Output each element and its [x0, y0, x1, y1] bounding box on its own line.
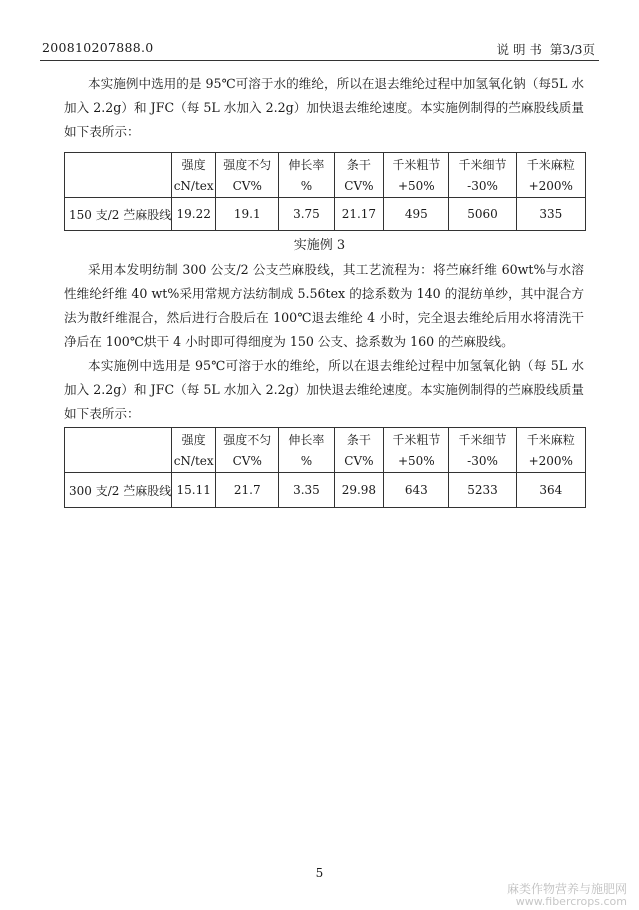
header-cell: 千米粗节 — [384, 428, 449, 451]
paragraph-2: 采用本发明纺制 300 公支/2 公支苎麻股线，其工艺流程为：将苎麻纤维 60wt%与水溶性维纶纤维 40 wt%采用常规方法纺制成 5.56tex 的捻系数为 140 的混纺单纱，其中混合方法为散纤维混合，然后进行合股后在 100℃退去维纶 4 小时，完全退去维纶后用水将清洗干净后在 100℃烘干 4 小时即可得细度为 150 公支、捻系数为 160 的苎麻股线。 — [64, 262, 584, 349]
quality-table-2 — [64, 427, 586, 508]
unit-cell: cN/tex — [172, 175, 216, 198]
unit-cell: CV% — [334, 450, 384, 473]
value-cell: 495 — [384, 198, 449, 231]
row-label: 300 支/2 苎麻股线 — [65, 473, 172, 508]
header-cell: 强度不匀 — [216, 153, 279, 176]
unit-cell: -30% — [449, 450, 516, 473]
value-cell: 19.1 — [216, 198, 279, 231]
header-cell: 条干 — [334, 153, 384, 176]
paragraph-3: 本实施例中选用是 95℃可溶于水的维纶，所以在退去维纶过程中加氢氧化钠（每 5L 水加入 2.2g）和 JFC（每 5L 水加入 2.2g）加快退去维纶速度。本实施例制得的苎麻股线质量如下表所示： — [64, 358, 584, 421]
unit-cell: +200% — [516, 450, 585, 473]
unit-cell: +50% — [384, 175, 449, 198]
header-divider — [40, 60, 599, 61]
value-cell: 19.22 — [172, 198, 216, 231]
header-cell: 伸长率 — [279, 428, 334, 451]
row-label: 150 支/2 苎麻股线 — [65, 198, 172, 231]
unit-cell: % — [279, 450, 334, 473]
header-cell: 千米麻粒 — [516, 428, 585, 451]
table-header-row-top — [65, 153, 586, 176]
unit-cell: cN/tex — [172, 450, 216, 473]
header-blank-cell — [65, 450, 172, 473]
header-cell: 强度不匀 — [216, 428, 279, 451]
table-row — [65, 198, 586, 231]
page-number: 5 — [315, 866, 324, 880]
value-cell: 3.35 — [279, 473, 334, 508]
value-cell: 5060 — [449, 198, 516, 231]
document-number: 200810207888.0 — [42, 40, 154, 55]
header-blank-cell — [65, 153, 172, 176]
header-cell: 强度 — [172, 153, 216, 176]
header-blank-cell — [65, 428, 172, 451]
header-cell: 强度 — [172, 428, 216, 451]
table-row — [65, 473, 586, 508]
unit-cell: CV% — [216, 175, 279, 198]
unit-cell: -30% — [449, 175, 516, 198]
header-cell: 千米粗节 — [384, 153, 449, 176]
unit-cell: % — [279, 175, 334, 198]
header-cell: 伸长率 — [279, 153, 334, 176]
paragraph-1: 本实施例中选用的是 95℃可溶于水的维纶，所以在退去维纶过程中加氢氧化钠（每5L 水加入 2.2g）和 JFC（每 5L 水加入 2.2g）加快退去维纶速度。本实施例制得的苎麻股线质量如下表所示： — [64, 76, 584, 139]
document-type: 说 明 书 — [496, 42, 542, 57]
table-header-row-bottom — [65, 450, 586, 473]
page-label: 第3/3页 — [549, 42, 595, 57]
value-cell: 3.75 — [279, 198, 334, 231]
watermark-text: 麻类作物营养与施肥网 — [506, 882, 627, 896]
watermark-url: www.fibercrops.com — [515, 895, 627, 908]
header-cell: 千米细节 — [449, 153, 516, 176]
header-cell: 千米细节 — [449, 428, 516, 451]
header-right — [496, 40, 595, 58]
unit-cell: CV% — [216, 450, 279, 473]
table-header-row-top — [65, 428, 586, 451]
quality-table-1 — [64, 152, 586, 231]
header-cell: 条干 — [334, 428, 384, 451]
table-header-row-bottom — [65, 175, 586, 198]
example-title: 实施例 3 — [293, 238, 346, 253]
value-cell: 21.7 — [216, 473, 279, 508]
unit-cell: +50% — [384, 450, 449, 473]
unit-cell: CV% — [334, 175, 384, 198]
unit-cell: +200% — [516, 175, 585, 198]
value-cell: 643 — [384, 473, 449, 508]
value-cell: 29.98 — [334, 473, 384, 508]
value-cell: 335 — [516, 198, 585, 231]
header-cell: 千米麻粒 — [516, 153, 585, 176]
value-cell: 21.17 — [334, 198, 384, 231]
value-cell: 15.11 — [172, 473, 216, 508]
header-blank-cell — [65, 175, 172, 198]
value-cell: 364 — [516, 473, 585, 508]
value-cell: 5233 — [449, 473, 516, 508]
